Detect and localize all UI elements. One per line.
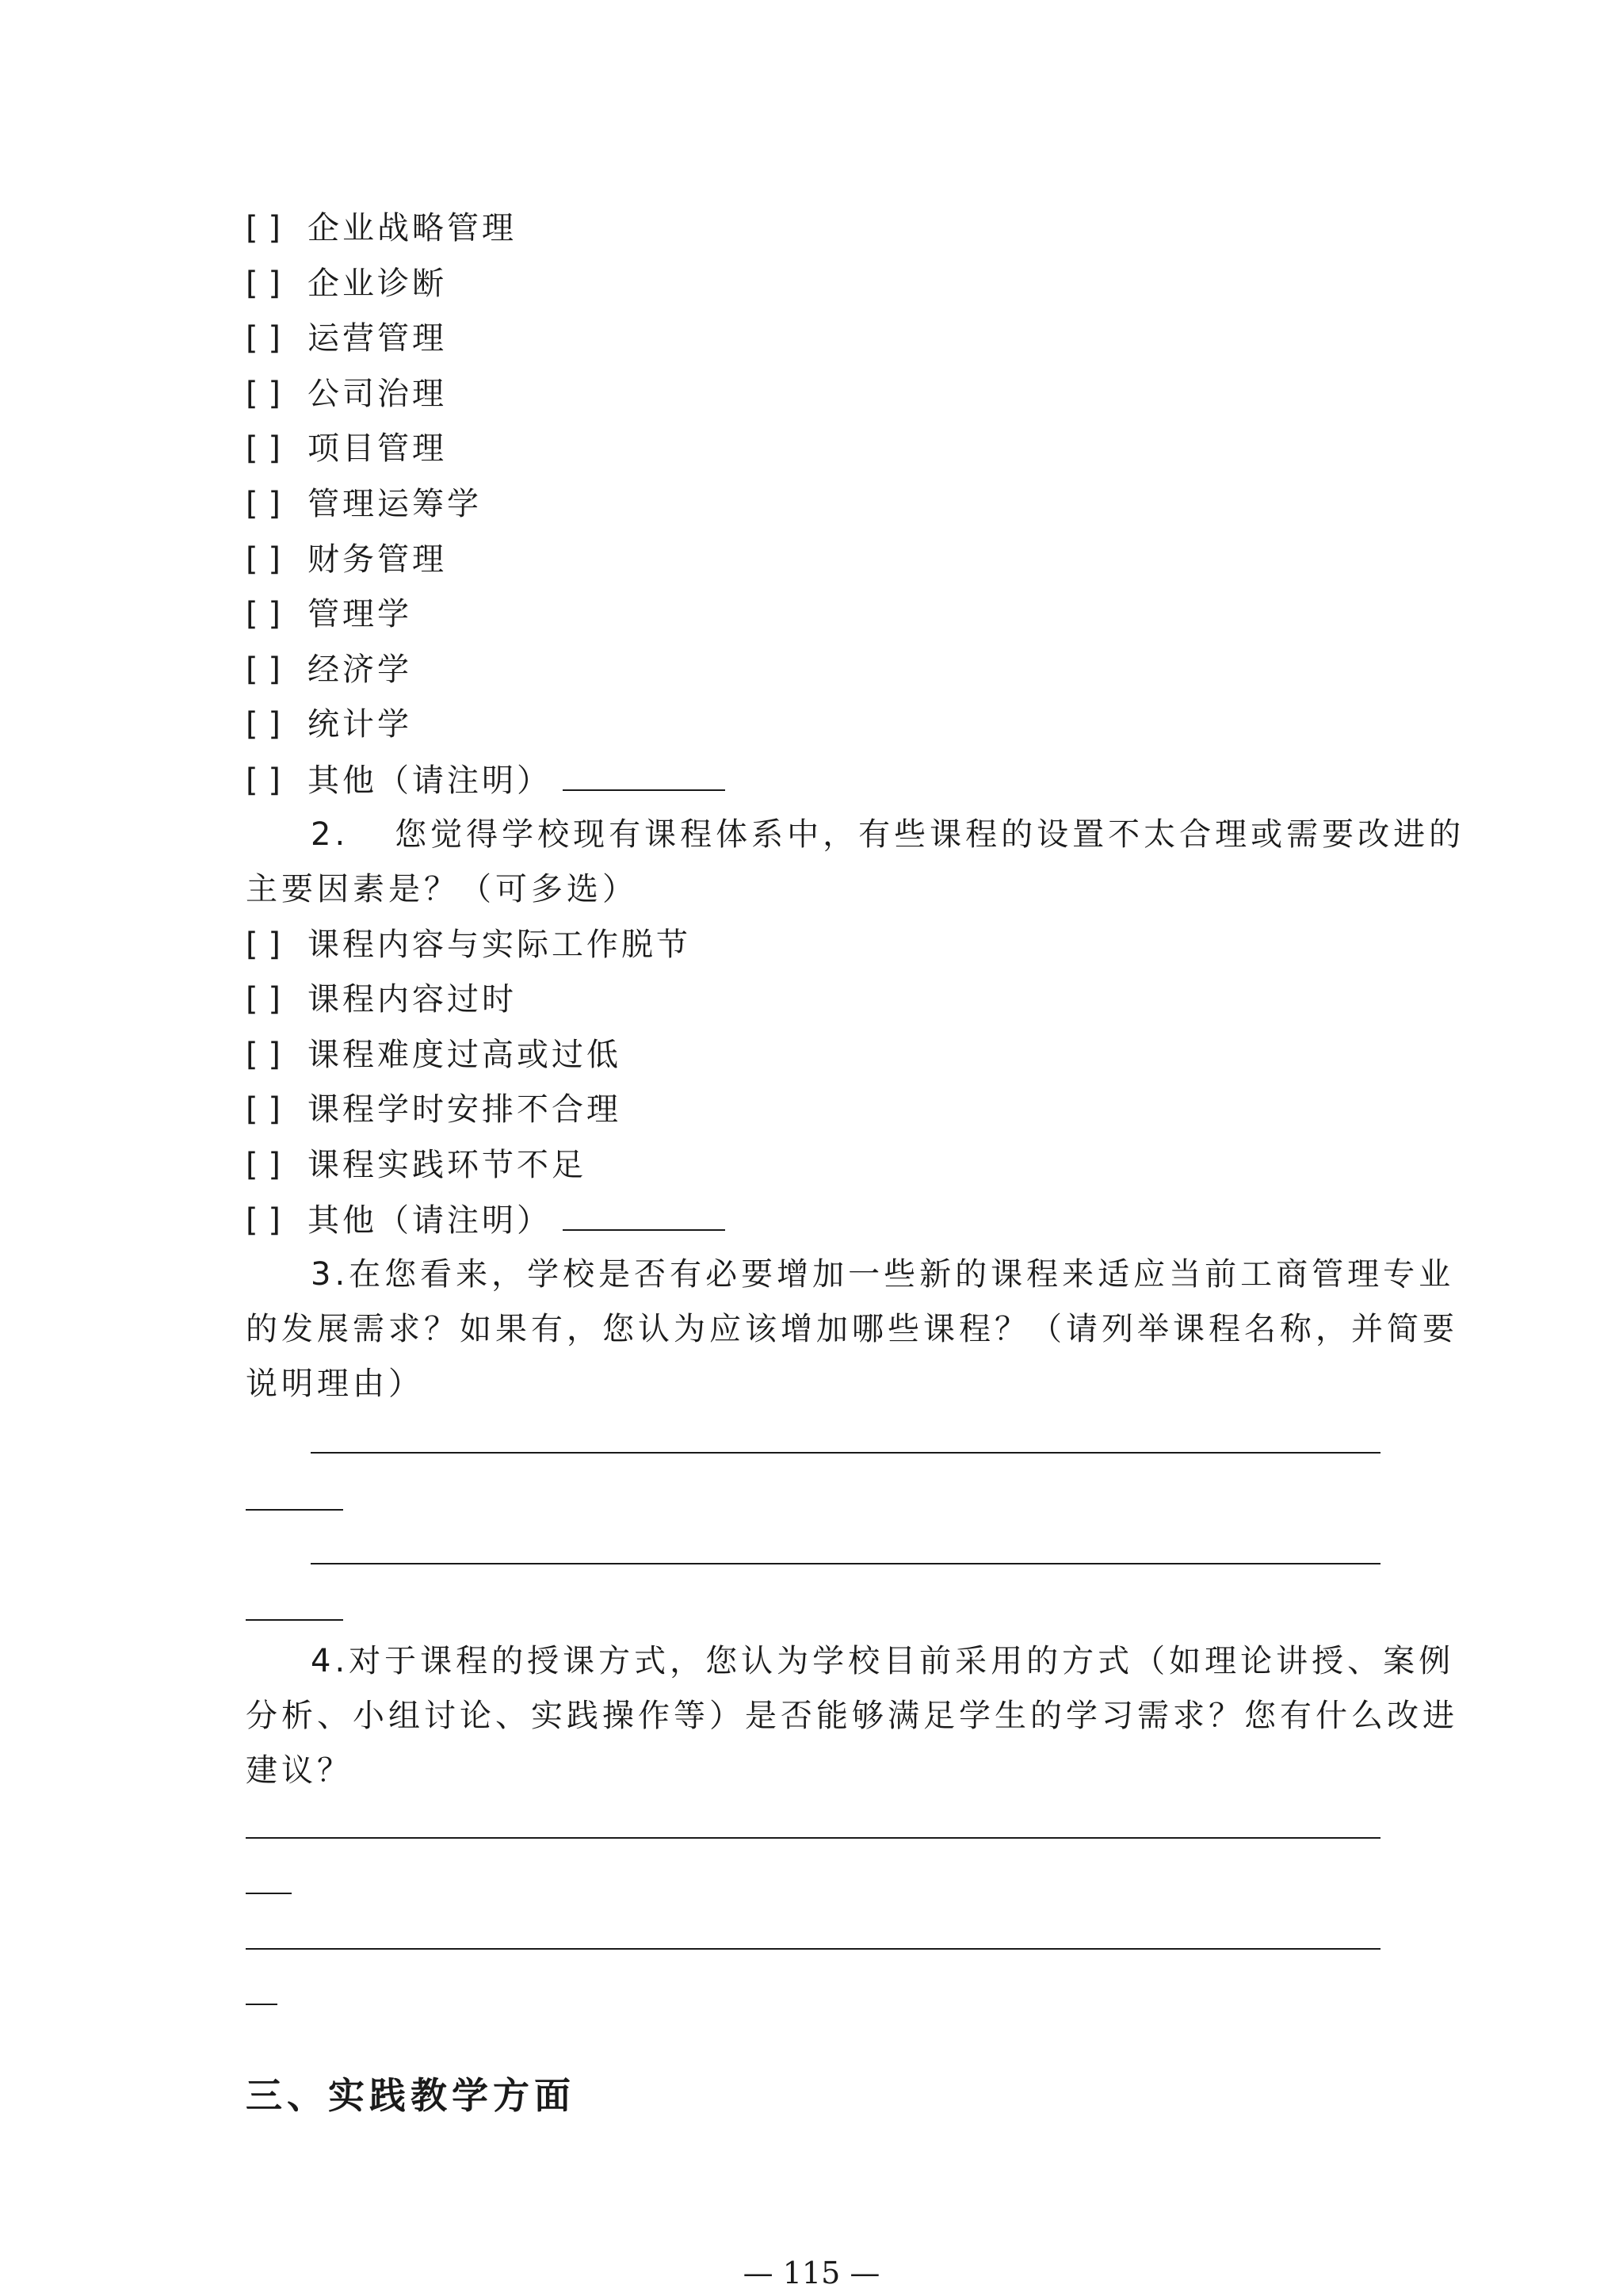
checkbox-mark: [ ]	[246, 376, 281, 412]
checkbox-mark: [ ]	[246, 706, 281, 743]
answer-line	[311, 1452, 1381, 1454]
answer-line-end	[246, 1509, 343, 1511]
option-other-2	[246, 1198, 725, 1243]
option-operations	[246, 316, 447, 361]
answer-line-end	[246, 1619, 343, 1621]
checkbox-mark: [ ]	[246, 1147, 281, 1183]
question-2-line-1	[311, 808, 1465, 862]
checkbox-mark: [ ]	[246, 762, 281, 799]
option-content-outdated	[246, 977, 517, 1022]
checkbox-mark: [ ]	[246, 486, 281, 522]
option-governance	[246, 372, 447, 416]
answer-line	[246, 1948, 1381, 1950]
checkbox-mark: [ ]	[246, 320, 281, 357]
fill-blank	[563, 758, 725, 791]
option-other	[246, 758, 725, 803]
option-label: 企业战略管理	[307, 210, 517, 246]
question-number: 2.	[311, 816, 349, 853]
option-economics	[246, 648, 412, 692]
question-4-line-3: 建议？	[246, 1752, 353, 1789]
answer-line-end	[246, 1893, 292, 1894]
section-heading: 三、实践教学方面	[246, 2074, 575, 2117]
option-management	[246, 592, 412, 636]
option-label: 管理运筹学	[307, 486, 482, 522]
option-practice	[246, 1143, 586, 1187]
page-number: — 115 —	[743, 2256, 880, 2290]
question-text: 您觉得学校现有课程体系中，有些课程的设置不太合理或需要改进的	[395, 816, 1465, 853]
checkbox-mark: [ ]	[246, 1202, 281, 1239]
checkbox-mark: [ ]	[246, 541, 281, 578]
question-3-line-2: 的发展需求？如果有，您认为应该增加哪些课程？（请列举课程名称，并简要	[246, 1311, 1458, 1347]
option-label: 管理学	[307, 596, 412, 632]
question-3-line-1: 3.在您看来，学校是否有必要增加一些新的课程来适应当前工商管理专业	[311, 1256, 1455, 1293]
question-4-line-1: 4.对于课程的授课方式，您认为学校目前采用的方式（如理论讲授、案例	[311, 1643, 1455, 1679]
option-finance	[246, 537, 447, 582]
option-content-disconnect	[246, 923, 691, 967]
option-label: 公司治理	[307, 376, 447, 412]
option-difficulty	[246, 1033, 621, 1077]
option-label: 财务管理	[307, 541, 447, 578]
checkbox-mark: [ ]	[246, 210, 281, 246]
option-enterprise-diagnosis	[246, 262, 447, 306]
checkbox-mark: [ ]	[246, 266, 281, 302]
option-label: 运营管理	[307, 320, 447, 357]
option-label: 课程内容过时	[307, 981, 517, 1018]
checkbox-mark: [ ]	[246, 981, 281, 1018]
option-statistics	[246, 702, 412, 747]
option-label: 其他（请注明）	[307, 1202, 552, 1239]
question-2-line-2: 主要因素是？（可多选）	[246, 871, 638, 907]
question-4-line-2: 分析、小组讨论、实践操作等）是否能够满足学生的学习需求？您有什么改进	[246, 1698, 1458, 1734]
answer-line-end	[246, 2004, 277, 2005]
option-label: 其他（请注明）	[307, 762, 552, 799]
checkbox-mark: [ ]	[246, 926, 281, 963]
option-label: 企业诊断	[307, 266, 447, 302]
option-hours	[246, 1087, 621, 1132]
checkbox-mark: [ ]	[246, 596, 281, 632]
checkbox-mark: [ ]	[246, 1037, 281, 1073]
option-operations-research	[246, 482, 482, 526]
answer-line	[311, 1563, 1381, 1564]
option-label: 课程学时安排不合理	[307, 1091, 621, 1128]
option-label: 项目管理	[307, 430, 447, 467]
option-label: 课程实践环节不足	[307, 1147, 586, 1183]
option-enterprise-strategy	[246, 206, 517, 250]
answer-line	[246, 1837, 1381, 1839]
option-label: 课程内容与实际工作脱节	[307, 926, 691, 963]
option-project-mgmt	[246, 426, 447, 471]
fill-blank	[563, 1198, 725, 1231]
checkbox-mark: [ ]	[246, 651, 281, 688]
question-3-line-3: 说明理由）	[246, 1366, 424, 1402]
checkbox-mark: [ ]	[246, 430, 281, 467]
option-label: 经济学	[307, 651, 412, 688]
option-label: 课程难度过高或过低	[307, 1037, 621, 1073]
checkbox-mark: [ ]	[246, 1091, 281, 1128]
option-label: 统计学	[307, 706, 412, 743]
